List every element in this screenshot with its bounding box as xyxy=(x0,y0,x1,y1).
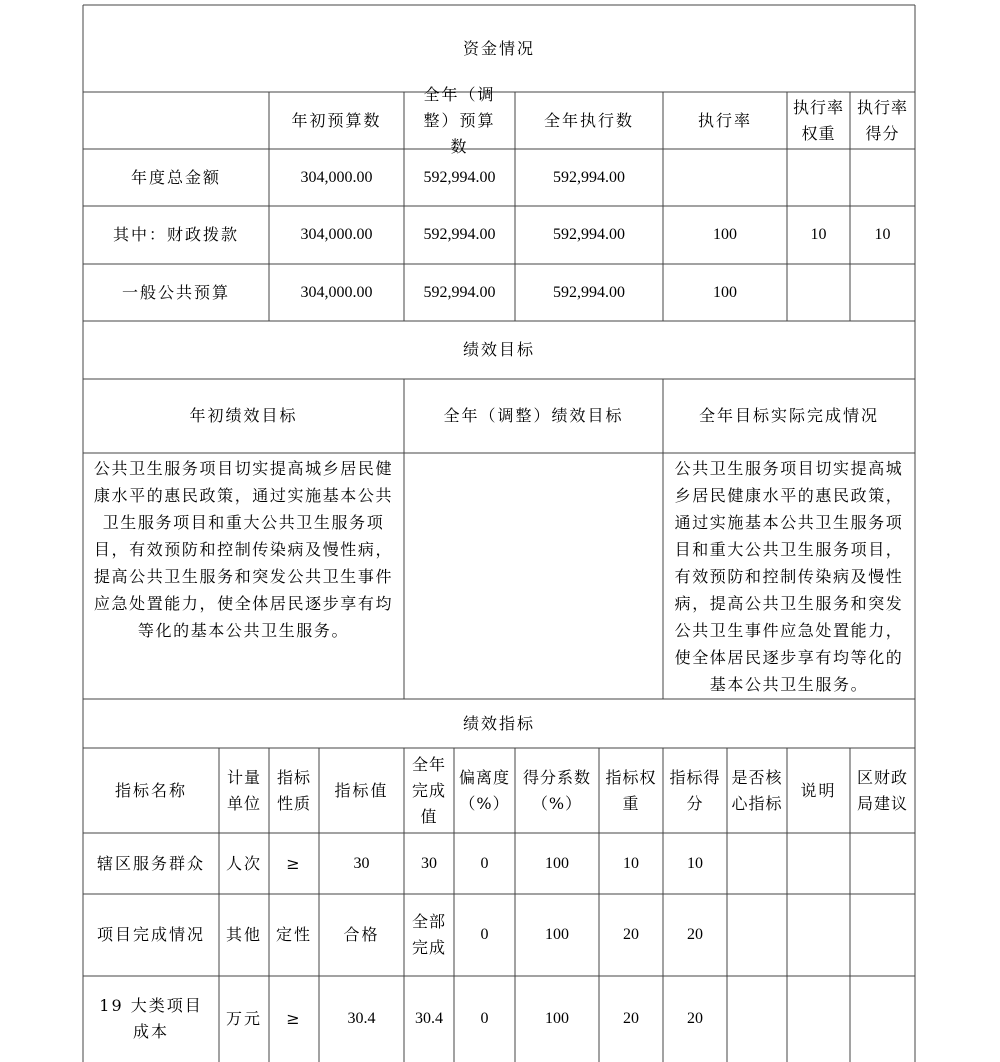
ind-row-unit: 万元 xyxy=(225,1009,262,1028)
ind-row-nature: ≥ xyxy=(286,1009,302,1028)
funds-row-score: 10 xyxy=(874,226,891,243)
goals-adjusted-text xyxy=(404,453,663,699)
ind-row-core xyxy=(727,976,787,1062)
funds-row-rate: 100 xyxy=(713,226,737,243)
indicators-title: 绩效指标 xyxy=(462,713,535,733)
ind-row-core xyxy=(727,833,787,894)
ind-row-name: 19 大类项目成本 xyxy=(99,996,203,1041)
ind-row-actual: 30 xyxy=(421,854,437,872)
funds-row-initial: 304,000.00 xyxy=(300,226,373,243)
funds-row-adjusted: 592,994.00 xyxy=(423,283,496,301)
ind-row-deviation: 0 xyxy=(480,1010,489,1027)
funds-row-label: 一般公共预算 xyxy=(121,282,230,302)
ind-header-score: 指标得分 xyxy=(669,767,721,813)
funds-row-executed: 592,994.00 xyxy=(553,283,625,301)
ind-row-note xyxy=(787,894,850,976)
ind-row-advice xyxy=(850,894,915,976)
ind-row-target: 30.4 xyxy=(347,1010,376,1027)
ind-row-target: 合格 xyxy=(343,925,380,944)
ind-row-note xyxy=(787,833,850,894)
goals-header-initial: 年初绩效目标 xyxy=(189,406,298,425)
goals-header-adjusted: 全年（调整）绩效目标 xyxy=(443,406,624,425)
ind-header-weight: 指标权重 xyxy=(605,767,657,813)
funds-row-adjusted: 592,994.00 xyxy=(423,226,496,243)
ind-row-nature: 定性 xyxy=(275,925,312,944)
funds-row-executed: 592,994.00 xyxy=(553,168,625,186)
funds-header-initial: 年初预算数 xyxy=(291,110,382,130)
ind-header-actual: 全年完成值 xyxy=(411,754,446,826)
ind-row-core xyxy=(727,894,787,976)
funds-row-adjusted: 592,994.00 xyxy=(423,168,496,186)
funds-row-rate xyxy=(663,149,787,206)
ind-row-coef: 100 xyxy=(545,926,569,943)
ind-row-score: 20 xyxy=(687,1010,703,1027)
funds-row-rate: 100 xyxy=(713,283,737,301)
ind-header-advice: 区财政局建议 xyxy=(856,767,908,813)
ind-header-core: 是否核心指标 xyxy=(731,767,783,813)
funds-row-executed: 592,994.00 xyxy=(553,226,625,243)
goals-actual-text: 公共卫生服务项目切实提高城乡居民健康水平的惠民政策，通过实施基本公共卫生服务项目和重大公共卫生服务项目，有效预防和控制传染病及慢性病，提高公共卫生服务和突发公共卫生事件应急处置能力，使全体居民逐步享有均等化的基本公共卫生服务。 xyxy=(674,459,904,694)
goals-initial-text: 公共卫生服务项目切实提高城乡居民健康水平的惠民政策，通过实施基本公共卫生服务项目和重大公共卫生服务项目，有效预防和控制传染病及慢性病，提高公共卫生服务和突发公共卫生事件应急处置能力，使全体居民逐步享有均等化的基本公共卫生服务。 xyxy=(93,459,394,640)
funds-title: 资金情况 xyxy=(462,38,535,58)
ind-row-name: 项目完成情况 xyxy=(96,925,205,944)
ind-row-nature: ≥ xyxy=(286,853,302,873)
ind-header-unit: 计量单位 xyxy=(226,767,261,813)
ind-header-target: 指标值 xyxy=(334,780,389,800)
ind-row-coef: 100 xyxy=(545,854,569,872)
funds-row-score xyxy=(850,149,915,206)
ind-row-weight: 20 xyxy=(623,1010,639,1027)
funds-header-rate: 执行率 xyxy=(697,110,752,130)
ind-row-unit: 人次 xyxy=(225,853,262,873)
funds-row-initial: 304,000.00 xyxy=(300,168,373,186)
ind-row-note xyxy=(787,976,850,1062)
funds-row-weight xyxy=(787,264,850,321)
ind-row-actual: 30.4 xyxy=(415,1010,443,1027)
ind-row-name: 辖区服务群众 xyxy=(96,853,205,873)
ind-row-advice xyxy=(850,976,915,1062)
ind-row-weight: 10 xyxy=(623,854,639,872)
funds-row-initial: 304,000.00 xyxy=(300,283,373,301)
ind-header-coef: 得分系数（%） xyxy=(522,767,591,813)
funds-header-score: 执行率得分 xyxy=(856,97,908,143)
funds-header-adjusted: 全年（调整）预算数 xyxy=(423,84,496,156)
goals-title: 绩效目标 xyxy=(462,340,535,359)
ind-row-score: 10 xyxy=(687,854,703,872)
funds-header-executed: 全年执行数 xyxy=(543,110,634,130)
ind-row-score: 20 xyxy=(687,926,703,943)
goals-header-actual: 全年目标实际完成情况 xyxy=(698,406,879,425)
funds-row-score xyxy=(850,264,915,321)
ind-row-deviation: 0 xyxy=(480,854,489,872)
ind-row-actual: 全部完成 xyxy=(411,912,446,957)
funds-row-weight xyxy=(787,149,850,206)
ind-row-weight: 20 xyxy=(623,926,639,943)
ind-row-target: 30 xyxy=(353,854,370,872)
ind-row-advice xyxy=(850,833,915,894)
funds-row-label: 年度总金额 xyxy=(130,167,221,187)
funds-header-weight: 执行率权重 xyxy=(792,97,844,143)
ind-row-coef: 100 xyxy=(545,1010,569,1027)
ind-header-note: 说明 xyxy=(800,780,837,800)
ind-header-name: 指标名称 xyxy=(114,780,187,800)
ind-header-deviation: 偏离度（%） xyxy=(458,767,510,813)
ind-header-nature: 指标性质 xyxy=(276,767,311,813)
ind-row-deviation: 0 xyxy=(480,926,489,943)
funds-row-label: 其中：财政拨款 xyxy=(112,225,239,244)
ind-row-unit: 其他 xyxy=(225,925,262,944)
funds-row-weight: 10 xyxy=(810,226,827,243)
